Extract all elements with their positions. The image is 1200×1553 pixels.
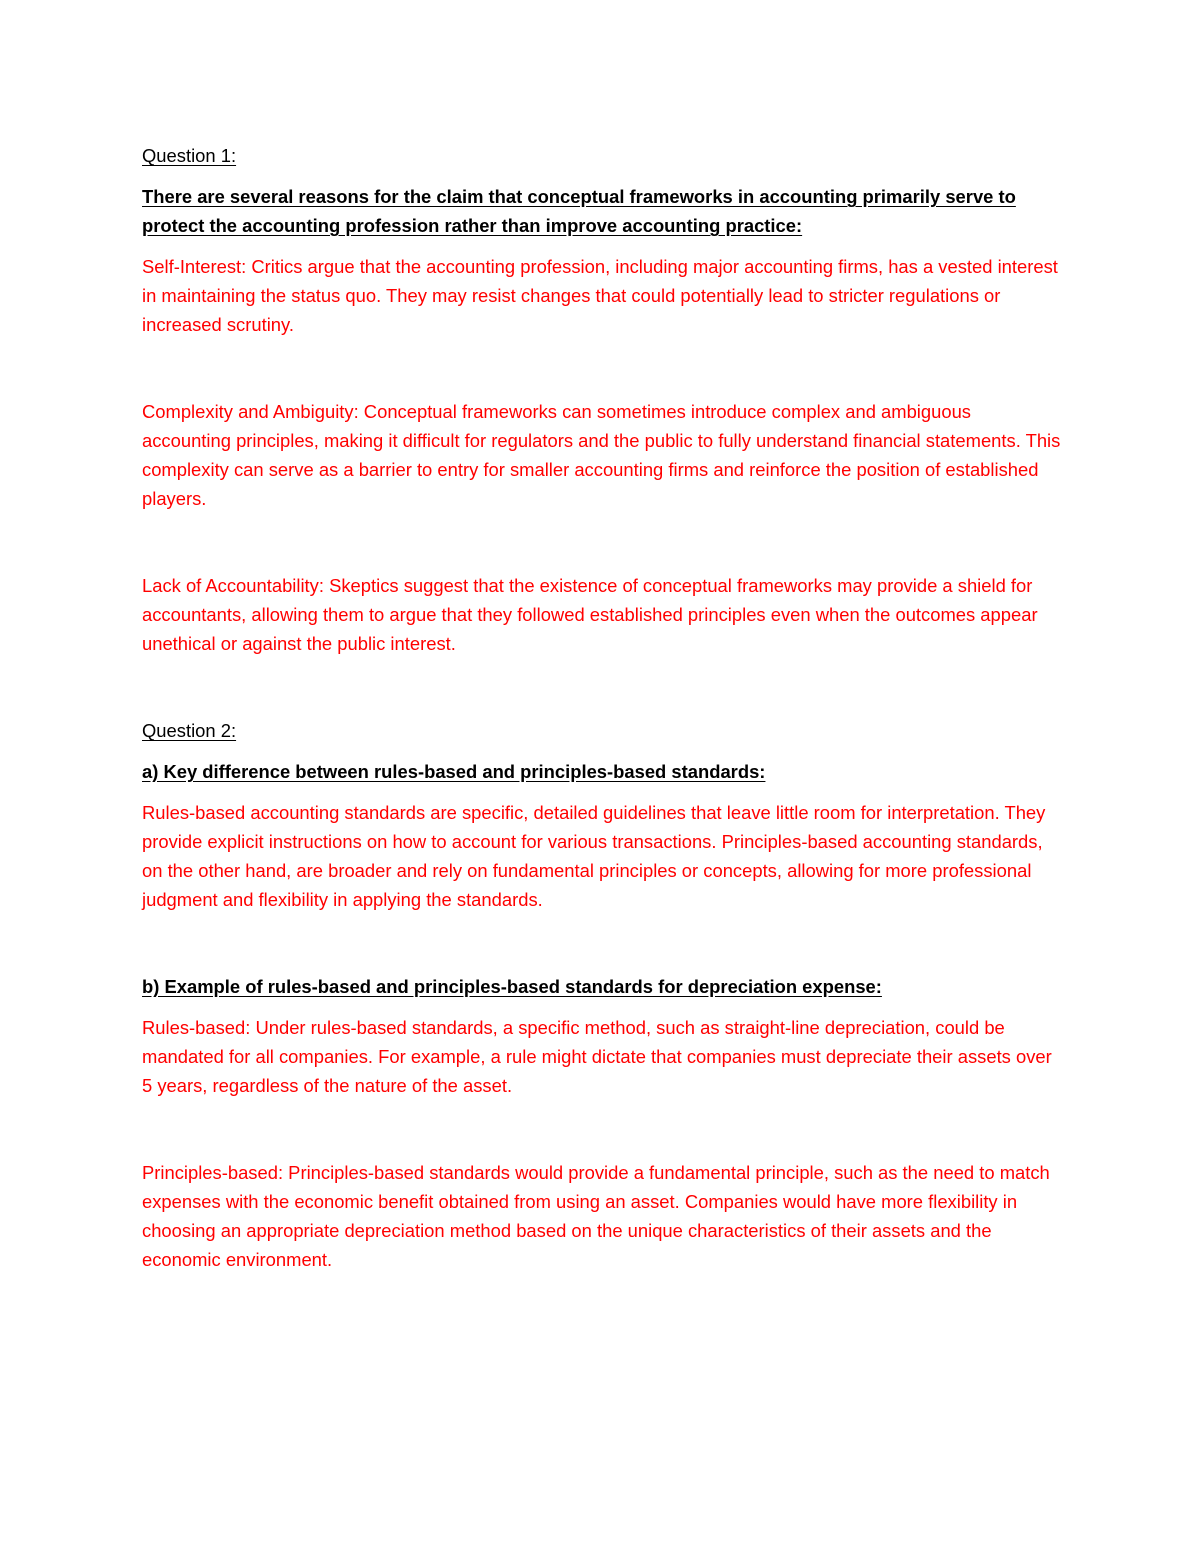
answer-complexity-ambiguity: Complexity and Ambiguity: Conceptual frameworks can sometimes introduce complex and ambiguous accounting principles, making it difficult for regulators and the public to fully understand financial statements. This complexity can serve as a barrier to entry for smaller accounting firms and reinforce the position of established players.	[142, 401, 1061, 509]
answer-lack-of-accountability: Lack of Accountability: Skeptics suggest that the existence of conceptual frameworks may provide a shield for accountants, allowing them to argue that they followed established principles even when the outcomes appear unethical or against the public interest.	[142, 575, 1038, 654]
question-1-title: Question 1:	[142, 145, 237, 166]
answer-2b-principles-based: Principles-based: Principles-based standards would provide a fundamental principle, such as the need to match expenses with the economic benefit obtained from using an asset. Companies would have more flexibility in choosing an appropriate depreciation method based on the unique characteristics of their assets and the economic environment.	[142, 1162, 1050, 1270]
question-2b-prompt: b) Example of rules-based and principles-based standards for depreciation expense:	[142, 976, 882, 997]
document-body	[142, 141, 1062, 1274]
answer-self-interest: Self-Interest: Critics argue that the accounting profession, including major accounting firms, has a vested interest in maintaining the status quo. They may resist changes that could potentially lead to stricter regulations or increased scrutiny.	[142, 256, 1058, 335]
question-2-title: Question 2:	[142, 720, 237, 741]
question-2a-prompt: a) Key difference between rules-based and principles-based standards:	[142, 761, 766, 782]
answer-2b-rules-based: Rules-based: Under rules-based standards, a specific method, such as straight-line depreciation, could be mandated for all companies. For example, a rule might dictate that companies must depreciate their assets over 5 years, regardless of the nature of the asset.	[142, 1017, 1052, 1096]
question-1-prompt: There are several reasons for the claim that conceptual frameworks in accounting primarily serve to protect the accounting profession rather than improve accounting practice:	[142, 186, 1016, 236]
answer-2a: Rules-based accounting standards are specific, detailed guidelines that leave little room for interpretation. They provide explicit instructions on how to account for various transactions. Principles-based accounting standards, on the other hand, are broader and rely on fundamental principles or concepts, allowing for more professional judgment and flexibility in applying the standards.	[142, 802, 1046, 910]
